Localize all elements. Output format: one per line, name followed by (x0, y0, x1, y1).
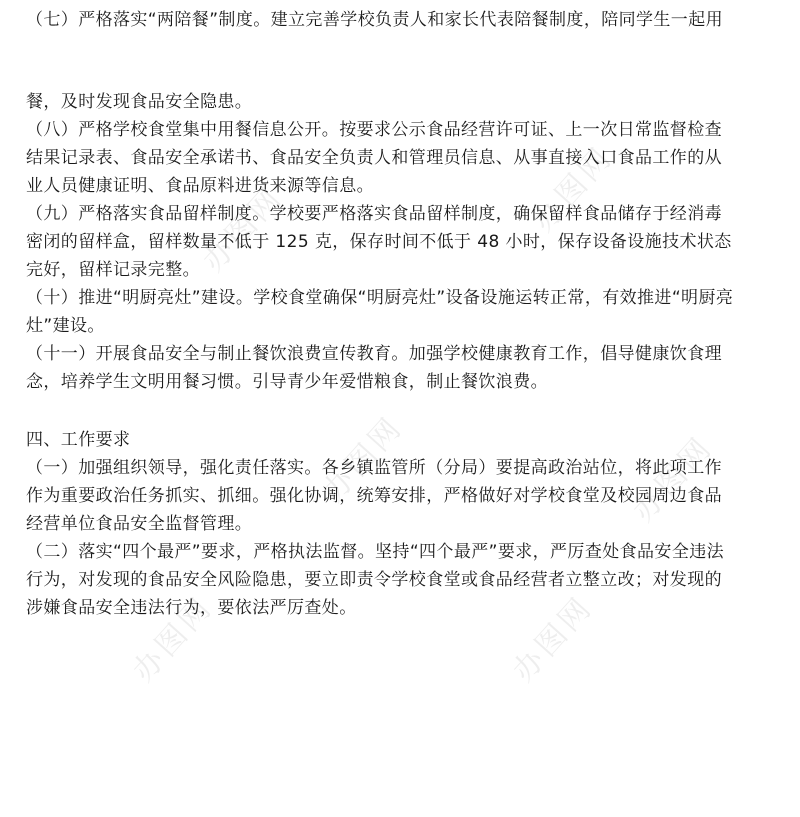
paragraph-line: （七）严格落实“两陪餐”制度。建立完善学校负责人和家长代表陪餐制度，陪同学生一起用 (26, 10, 724, 30)
paragraph-line: （一）加强组织领导，强化责任落实。各乡镇监管所（分局）要提高政治站位，将此项工作 (26, 458, 722, 478)
paragraph-line: 行为，对发现的食品安全风险隐患，要立即责令学校食堂或食品经营者立整立改；对发现的 (26, 570, 722, 590)
paragraph-line: 完好，留样记录完整。 (26, 260, 200, 280)
paragraph-line: （十）推进“明厨亮灶”建设。学校食堂确保“明厨亮灶”设备设施运转正常，有效推进“明厨亮 (26, 288, 734, 308)
paragraph-line: 作为重要政治任务抓实、抓细。强化协调，统筹安排，严格做好对学校食堂及校园周边食品 (26, 486, 722, 506)
watermark: 办图网 (125, 589, 221, 689)
watermark: 办图网 (315, 409, 411, 509)
watermark: 办图网 (505, 589, 601, 689)
watermark: 办图网 (195, 179, 291, 279)
paragraph-line: 餐，及时发现食品安全隐患。 (26, 92, 253, 112)
paragraph-line: 业人员健康证明、食品原料进货来源等信息。 (26, 176, 374, 196)
paragraph-line: （九）严格落实食品留样制度。学校要严格落实食品留样制度，确保留样食品储存于经消毒 (26, 204, 722, 224)
section-heading: 四、工作要求 (26, 430, 131, 450)
paragraph-line: （二）落实“四个最严”要求，严格执法监督。坚持“四个最严”要求，严厉查处食品安全违法 (26, 542, 725, 562)
paragraph-line: 涉嫌食品安全违法行为，要依法严厉查处。 (26, 598, 357, 618)
paragraph-line: 灶”建设。 (26, 316, 105, 336)
watermark: 办图网 (625, 429, 721, 529)
paragraph-line: 经营单位食品安全监督管理。 (26, 514, 253, 534)
paragraph-line: 密闭的留样盒，留样数量不低于 125 克，保存时间不低于 48 小时，保存设备设施技术状态 (26, 232, 732, 252)
paragraph-line: （十一）开展食品安全与制止餐饮浪费宣传教育。加强学校健康教育工作，倡导健康饮食理 (26, 344, 722, 364)
watermark: 办图网 (525, 139, 621, 239)
paragraph-line: 念，培养学生文明用餐习惯。引导青少年爱惜粮食，制止餐饮浪费。 (26, 372, 548, 392)
paragraph-line: （八）严格学校食堂集中用餐信息公开。按要求公示食品经营许可证、上一次日常监督检查 (26, 120, 722, 140)
paragraph-line: 结果记录表、食品安全承诺书、食品安全负责人和管理员信息、从事直接入口食品工作的从 (26, 148, 722, 168)
